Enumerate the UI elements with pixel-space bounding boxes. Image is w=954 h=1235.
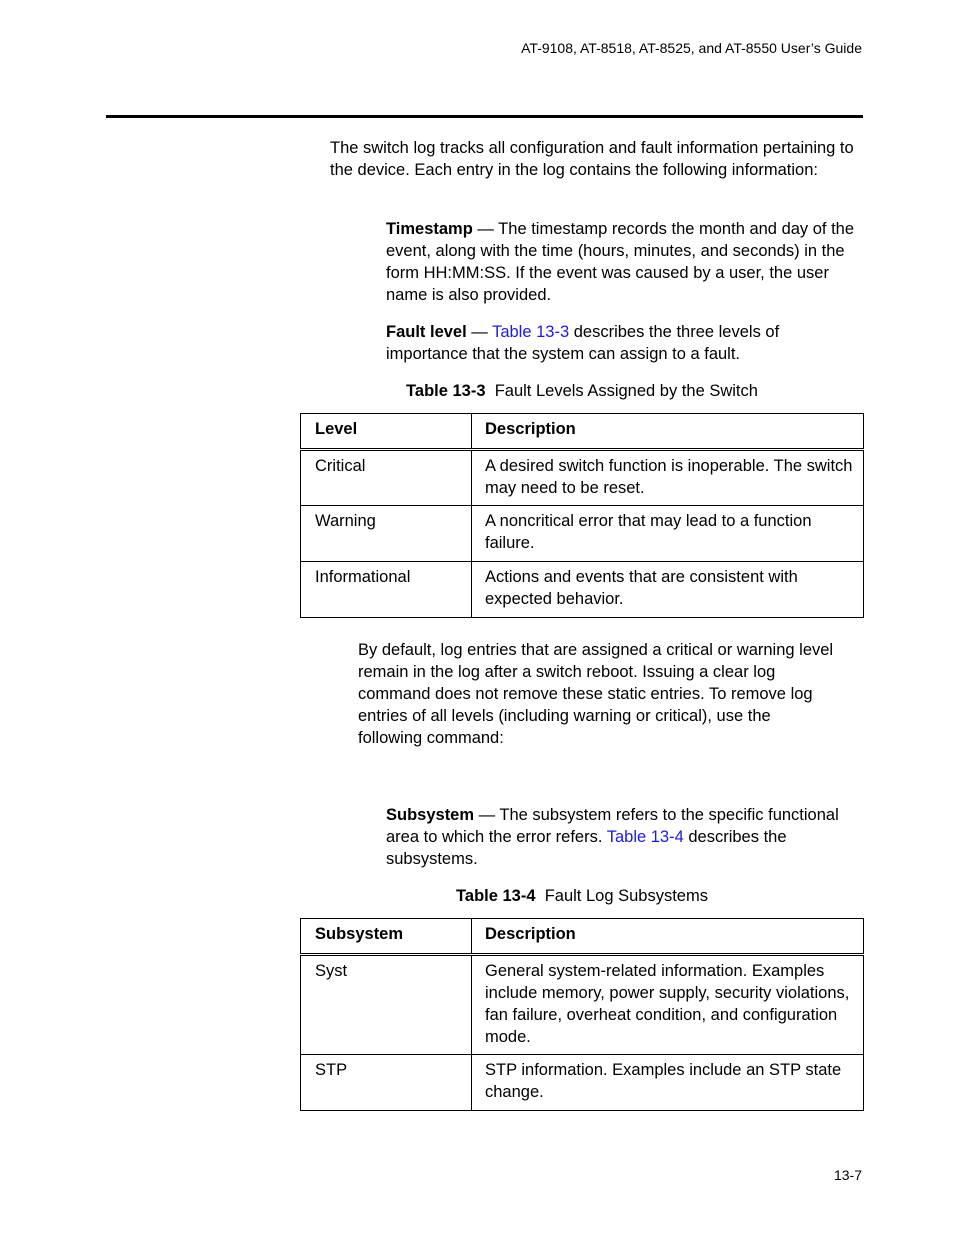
fault-level-paragraph: [386, 321, 864, 365]
subsystem-term: Subsystem: [386, 806, 475, 824]
table-cell: Informational: [301, 562, 472, 618]
fault-levels-table: [300, 413, 864, 618]
default-paragraph: By default, log entries that are assigned a critical or warning level remain in the log after a switch reboot. Issuing a clear log command does not remove these static entries. To remove log entries of all levels (including warning or critical), use the following command:: [358, 641, 834, 747]
table-row: [301, 506, 864, 562]
fault-level-text: describes the three levels of importance that the system can assign to a fault.: [386, 323, 780, 363]
timestamp-term: Timestamp: [386, 220, 473, 238]
intro-paragraph: The switch log tracks all configuration and fault information pertaining to the device. Each entry in the log contains the following information:: [330, 139, 854, 179]
fault-level-term: Fault level: [386, 323, 467, 341]
table-cell: Warning: [301, 506, 472, 562]
table-cell: Critical: [301, 450, 472, 506]
table2-caption-label: Table 13-4: [456, 887, 536, 905]
timestamp-text: — The timestamp records the month and day of the event, along with the time (hours, minutes, and seconds) in the form HH:MM:SS. If the event was caused by a user, the user name is also provided.: [386, 220, 855, 304]
table-cell: General system-related information. Examples include memory, power supply, security violations, fan failure, overheat condition, and configuration mode.: [485, 962, 850, 1046]
subsystem-text-1: — The subsystem refers to the specific functional area to which the error refers.: [386, 806, 839, 846]
column-header-subsystem: Subsystem: [301, 919, 472, 955]
column-header-description: Description: [485, 925, 576, 943]
fault-log-subsystems-table: [300, 918, 864, 1111]
column-header-description: Description: [485, 420, 576, 438]
table1-caption: [300, 380, 864, 402]
subsystem-text-2: describes the subsystems.: [386, 828, 787, 868]
timestamp-paragraph: [386, 218, 864, 306]
table-cell: STP information. Examples include an STP state change.: [485, 1061, 842, 1101]
table-row: [301, 955, 864, 1055]
table-row: [301, 1055, 864, 1111]
table-cell: A noncritical error that may lead to a function failure.: [485, 512, 812, 552]
table-cell: STP: [301, 1055, 472, 1111]
column-header-level: Level: [301, 414, 472, 450]
table-cell: Syst: [301, 955, 472, 1055]
table1-caption-label: Table 13-3: [406, 382, 486, 400]
table-cell: Actions and events that are consistent with expected behavior.: [485, 568, 798, 608]
running-header: AT-9108, AT-8518, AT-8525, and AT-8550 User’s Guide: [521, 40, 862, 56]
table-row: [301, 562, 864, 618]
subsystem-paragraph: [386, 804, 864, 870]
fault-level-dash: —: [466, 323, 493, 341]
table2-caption: [300, 885, 864, 907]
page-number: 13-7: [833, 1167, 862, 1183]
table-header-row: [301, 414, 864, 450]
table-13-4-link[interactable]: Table 13-4: [606, 828, 684, 846]
table-header-row: [301, 919, 864, 955]
table-13-3-link[interactable]: Table 13-3: [492, 323, 570, 341]
table-row: [301, 450, 864, 506]
table-cell: A desired switch function is inoperable. The switch may need to be reset.: [485, 457, 853, 497]
section-rule: [106, 115, 863, 118]
table1-caption-text: Fault Levels Assigned by the Switch: [485, 382, 758, 400]
table2-caption-text: Fault Log Subsystems: [535, 887, 708, 905]
